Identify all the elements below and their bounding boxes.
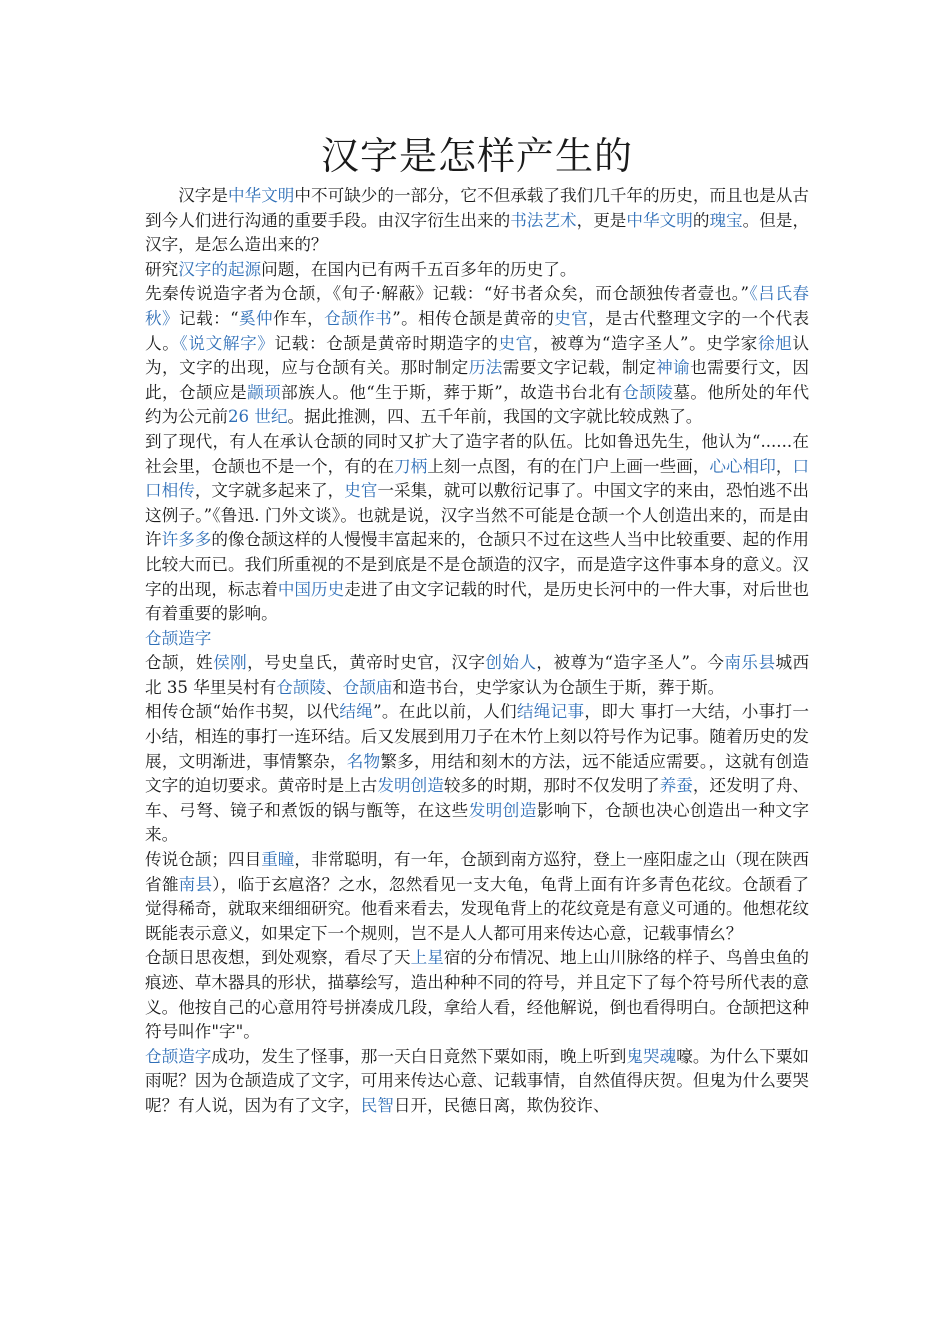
hyperlink[interactable]: 发明创造 bbox=[377, 776, 444, 796]
paragraph bbox=[145, 946, 809, 1044]
hyperlink[interactable]: 南乐县 bbox=[724, 653, 776, 673]
hyperlink[interactable]: 心心相印 bbox=[709, 456, 776, 476]
hyperlink[interactable]: 南县 bbox=[178, 874, 213, 894]
hyperlink[interactable]: 发明创造 bbox=[468, 800, 537, 820]
hyperlink[interactable]: 颛顼 bbox=[247, 382, 282, 402]
paragraph-text: 记载：仓颉是黄帝时期造字的 bbox=[274, 333, 499, 353]
paragraph-text: ，更是 bbox=[576, 210, 627, 230]
hyperlink[interactable]: 民智 bbox=[360, 1095, 394, 1115]
hyperlink[interactable]: 仓颉造字 bbox=[145, 1046, 212, 1066]
hyperlink[interactable]: 名物 bbox=[346, 751, 381, 771]
hyperlink[interactable]: 养蚕 bbox=[659, 776, 693, 796]
hyperlink[interactable]: 徐旭 bbox=[757, 333, 793, 353]
hyperlink[interactable]: 仓颉陵 bbox=[276, 677, 327, 697]
paragraph-text: 中不可缺少的一部分，它不但承载了我们几千年的历史，而且也是从古到今人们进行沟通的重要手段。由汉字衍生出来的 bbox=[145, 186, 810, 230]
paragraph-text: 认为，文字的出现，应与仓颉有关。那时制定 bbox=[145, 333, 810, 378]
hyperlink[interactable]: 史官 bbox=[554, 308, 589, 328]
paragraph-text: 记载：“ bbox=[179, 308, 239, 328]
paragraph-text: 嚎。为什么下粟如雨呢？因为仓颉造成了文字，可用来传达心意、记载事情，自然值得庆贺。但鬼为什么要哭呢？有人说，因为有了文字， bbox=[145, 1046, 810, 1115]
hyperlink[interactable]: 历法 bbox=[468, 358, 503, 378]
hyperlink[interactable]: 中华文明 bbox=[626, 210, 693, 230]
hyperlink[interactable]: 中华文明 bbox=[228, 186, 295, 205]
hyperlink[interactable]: 仓颉陵 bbox=[622, 382, 674, 402]
paragraph bbox=[145, 282, 809, 430]
hyperlink[interactable]: 神谕 bbox=[656, 358, 691, 378]
hyperlink[interactable]: 仓颉庙 bbox=[342, 677, 393, 697]
paragraph-text: 繁多，用结和刻木的方法，远不能适应需要。，这就有创造文字的迫切要求。黄帝时是上古 bbox=[145, 751, 810, 796]
hyperlink[interactable]: 创始人 bbox=[485, 653, 537, 673]
paragraph-text: ，非常聪明，有一年，仓颉到南方巡狩，登上一座阳虚之山（现在陕西省雒 bbox=[145, 850, 810, 894]
hyperlink[interactable]: 许多多 bbox=[161, 530, 212, 550]
document-title: 汉字是怎样产生的 bbox=[320, 134, 633, 178]
paragraph bbox=[145, 184, 809, 258]
paragraph-text: 上刻一点图，有的在门户上画一些画， bbox=[427, 456, 710, 476]
paragraph-text: ，被尊为“造字圣人”。史学家 bbox=[533, 333, 758, 353]
document-page bbox=[145, 118, 809, 1119]
hyperlink[interactable]: 26 世纪 bbox=[227, 407, 288, 427]
hyperlink[interactable]: 汉字的起源 bbox=[178, 259, 262, 279]
paragraph-text: 走进了由文字记载的时代，是历史长河中的一件大事，对后世也有着重要的影响。 bbox=[145, 579, 810, 624]
paragraph-text: ，是古代整理文字的一个代表人。 bbox=[145, 308, 810, 353]
paragraph-text: ”。在此以前，人们 bbox=[373, 702, 517, 722]
paragraph-text: 传说仓颉；四目 bbox=[145, 850, 262, 870]
paragraph-text: 宿的分布情况、地上山川脉络的样子、鸟兽虫鱼的痕迹、草木器具的形状，描摹绘写，造出种种不同的符号，并且定下了每个符号所代表的意义。他按自己的心意用符号拼凑成几段，拿给人看，经他解说，倒也看得明白。仓颉把这种符号叫作"字"。 bbox=[145, 948, 810, 1042]
paragraph-text: 需要文字记载，制定 bbox=[502, 358, 657, 378]
paragraph-text: 作车， bbox=[273, 308, 325, 328]
paragraph-text: 、 bbox=[326, 677, 343, 697]
paragraph-text: ，还发明了舟、车、弓弩、镜子和煮饭的锅与甑等，在这些 bbox=[145, 776, 810, 820]
paragraph bbox=[145, 700, 809, 848]
paragraph-text: 较多的时期，那时不仅发明了 bbox=[443, 776, 660, 796]
paragraph-text: 的 bbox=[692, 210, 710, 230]
paragraph-text: 城西北 35 华里吴村有 bbox=[145, 653, 810, 697]
paragraph-text: 一采集，就可以敷衍记事了。中国文字的来由，恐怕逃不出这例子。”《鲁迅. 门外文谈》。也就是说，汉字当然不可能是仓颉一个人创造出来的，而是由许 bbox=[145, 481, 810, 550]
paragraph-text: 到了现代，有人在承认仓颉的同时又扩大了造字者的队伍。比如鲁迅先生，他认为“......在社会里，仓颉也不是一个，有的在 bbox=[145, 431, 809, 476]
paragraph-text: 相传仓颉“始作书契，以代 bbox=[145, 702, 340, 722]
paragraph-text: 研究 bbox=[145, 259, 179, 279]
paragraph-text: 问题，在国内已有两千五百多年的历史了。 bbox=[261, 259, 577, 279]
hyperlink[interactable]: 鬼哭魂 bbox=[626, 1046, 677, 1066]
paragraph bbox=[145, 651, 809, 700]
hyperlink[interactable]: 结绳 bbox=[339, 702, 374, 722]
paragraph bbox=[145, 258, 809, 283]
paragraph-text: 和造书台，史学家认为仓颉生于斯，葬于斯。 bbox=[392, 677, 725, 697]
hyperlink[interactable]: 仓颉造字 bbox=[145, 628, 212, 648]
paragraph-text: 。但是，汉字，是怎么造出来的？ bbox=[145, 210, 810, 255]
document-body bbox=[145, 184, 809, 1119]
paragraph bbox=[145, 430, 809, 627]
paragraph-text: ，号史皇氏，黄帝时史官，汉字 bbox=[247, 653, 486, 673]
hyperlink[interactable]: 书法艺术 bbox=[510, 210, 577, 230]
paragraph-text: 的像仓颉这样的人慢慢丰富起来的，仓颉只不过在这些人当中比较重要、起的作用比较大而已。我们所重视的不是到底是不是仓颉造的汉字，而是造字这件事本身的意义。汉字的出现，标志着 bbox=[145, 530, 810, 599]
paragraph-text: ，文字就多起来了， bbox=[194, 481, 345, 501]
paragraph-text: ， bbox=[775, 456, 793, 476]
hyperlink[interactable]: 瑰宝 bbox=[709, 210, 743, 230]
paragraph-text: 部族人。他“生于斯，葬于斯”，故造书台北有 bbox=[281, 382, 623, 402]
paragraph-text: 先秦传说造字者为仓颉，《旬子·解蔽》记载：“好书者众矣，而仓颉独传者壹也。” bbox=[145, 284, 750, 304]
hyperlink[interactable]: 《说文解字》 bbox=[179, 333, 275, 353]
hyperlink[interactable]: 史官 bbox=[498, 333, 533, 353]
paragraph-text: ”。相传仓颉是黄帝的 bbox=[392, 308, 555, 328]
hyperlink[interactable]: 口口相传 bbox=[145, 456, 810, 501]
hyperlink[interactable]: 仓颉作书 bbox=[324, 308, 393, 328]
paragraph-text: 日开，民德日离，欺伪狡诈、 bbox=[393, 1095, 610, 1115]
paragraph-text: 。据此推测，四、五千年前，我国的文字就比较成熟了。 bbox=[287, 407, 703, 427]
paragraph-text: 影响下，仓颉也决心创造出一种文字来。 bbox=[145, 800, 810, 845]
paragraph-text: ），临于玄扈洛？之水，忽然看见一支大龟，龟背上面有许多青色花纹。仓颉看了觉得稀奇，就取来细细研究。他看来看去，发现龟背上的花纹竟是有意义可通的。他想花纹既能表示意义，如果定下一个规则，岂不是人人都可用来传达心意，记载事情幺？ bbox=[145, 874, 810, 943]
paragraph-text: ，即大 事打一大结，小事打一小结，相连的事打一连环结。后又发展到用刀子在木竹上刻以符号作为记事。随着历史的发展，文明渐进，事情繁杂， bbox=[145, 702, 810, 771]
paragraph-text: 墓。他所处的年代约为公元前 bbox=[145, 382, 810, 427]
paragraph bbox=[145, 1045, 809, 1119]
paragraph-text: 仓颉日思夜想，到处观察，看尽了天 bbox=[145, 948, 411, 968]
paragraph-text: 成功，发生了怪事，那一天白日竟然下粟如雨，晚上听到 bbox=[211, 1046, 627, 1066]
paragraph-text: ，被尊为“造字圣人”。今 bbox=[536, 653, 725, 673]
hyperlink[interactable]: 上星 bbox=[410, 948, 444, 968]
hyperlink[interactable]: 结绳记事 bbox=[516, 702, 585, 722]
hyperlink[interactable]: 刀柄 bbox=[394, 456, 428, 476]
hyperlink[interactable]: 史官 bbox=[344, 481, 378, 501]
paragraph-text: 汉字是 bbox=[178, 186, 228, 205]
hyperlink[interactable]: 《吕氏春秋》 bbox=[145, 284, 810, 328]
hyperlink[interactable]: 奚仲 bbox=[238, 308, 274, 328]
hyperlink[interactable]: 侯刚 bbox=[213, 653, 248, 673]
paragraph-text: 仓颉，姓 bbox=[145, 653, 214, 673]
paragraph bbox=[145, 848, 809, 946]
hyperlink[interactable]: 重瞳 bbox=[261, 850, 295, 870]
paragraph-text: 也需要行文，因此，仓颉应是 bbox=[145, 358, 810, 402]
hyperlink[interactable]: 中国历史 bbox=[277, 579, 345, 599]
paragraph bbox=[145, 627, 809, 652]
